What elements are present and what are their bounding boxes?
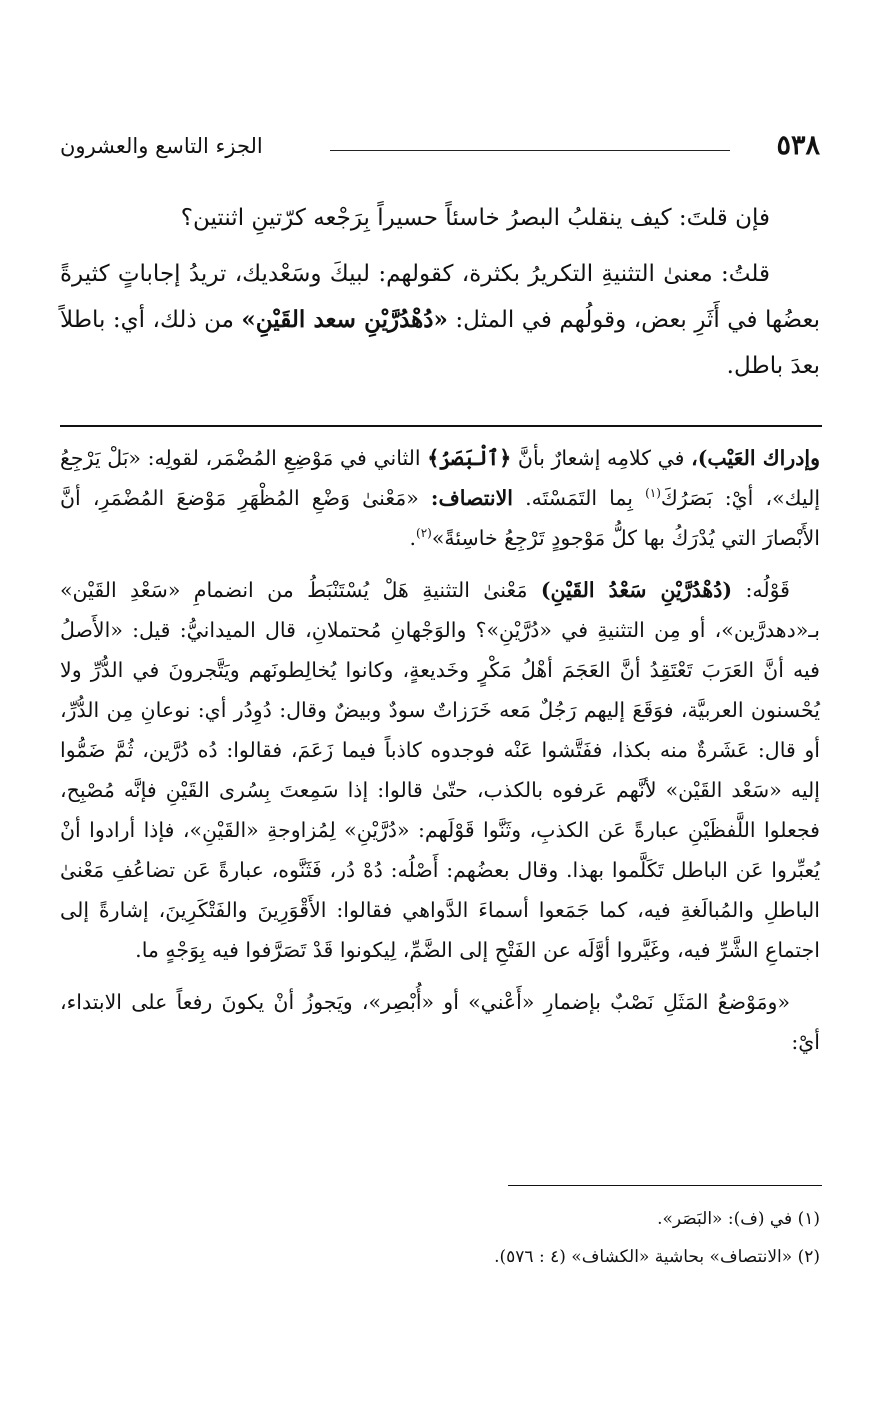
commentary-paragraph	[60, 438, 820, 558]
commentary	[60, 438, 820, 1074]
commentary-span: .	[409, 526, 416, 550]
commentary-span: مَعْنىٰ التثنيةِ هَلْ يُسْتَنْبَطُ من انضمامِ «سَعْدِ القَيْن» بـ«دهدرَّين»، أو مِن التثنيةِ في «دُرَّيْنِ»؟ والوَجْهانِ مُحتملانِ، قال الميدانيُّ: قيل: «الأَصلُ فيه أنَّ العَرَبَ تَعْتَقِدُ أنَّ العَجَمَ أهْلُ مَكْرٍ وخَديعةٍ، وكانوا يُخالِطونَهم ويَتَّجرونَ في الدُّرِّ ولا يُحْسنون العربيَّة، فوَقَعَ إليهم رَجُلٌ مَعه خَرَزاتٌ سودٌ وبيضٌ وقال: دُوِدُر أي: نوعانِ مِن الدُّرِّ، أو قال: عَشَرةٌ منه بكذا، ففَتَّشوا عَنْه فوجدوه كاذباً فيما زَعَمَ، فقالوا: دُه دُرَّين، ثُمَّ ضَمُّوا إليه «سَعْد القَيْن» لأنَّهم عَرفوه بالكذب، حتّىٰ قالوا: إذا سَمِعتَ بِسُرى القَيْنِ فإنَّه مُصْبِح، فجعلوا اللَّفظَيْنِ عبارةً عَن الكذبِ، وثَنَّوا قَوْلَهم: «دُرَّيْنِ» لِمُزاوجةِ «القَيْنِ»، فإذا أرادوا أنْ يُعبِّروا عَن الباطل تَكَلَّموا بهذا. وقال بعضُهم: أَصْلُه: دُهْ دُر، فَثَنَّوه، عبارةً عَن تضاعُفِ مَعْنىٰ الباطلِ والمُبالَغةِ فيه، كما جَمَعوا أسماءَ الدَّواهي فقالوا: الأَقْوَرِينَ والفَتْكَرِينَ، إشارةً إلى اجتماعِ الشَّرِّ فيه، وغَيَّروا أوَّلَه عن الفَتْحِ إلى الضَّمِّ، لِيكونوا قَدْ تَصَرَّفوا فيه بِوَجْهٍ ما.	[60, 578, 820, 962]
footnote-ref[interactable]: (١)	[645, 486, 661, 501]
footnotes	[60, 1200, 820, 1276]
main-text-span: قلتُ: معنىٰ التثنيةِ التكريرُ بكثرة، كقولهم: لبيكَ وسَعْديك، تريدُ إجاباتٍ كثيرةً بعضُها في أَثَرِ بعض، وقولُهم في المثل:	[60, 261, 820, 333]
source-label: الانتصاف:	[430, 486, 513, 510]
commentary-span: بِما التَمَسْتَه.	[513, 486, 646, 510]
commentary-paragraph	[60, 570, 820, 970]
commentary-lemma: (دُهْدُرَّيْنِ سَعْدُ القَيْنِ)	[540, 578, 733, 602]
commentary-span: «مَعْنىٰ وَضْعِ المُظْهَرِ مَوْضعَ المُضْمَرِ، أنَّ الأَبْصارَ التي يُدْرَكُ بها كلُّ مَوْجودٍ تَرْجِعُ خاسِئةً»	[60, 486, 820, 550]
footnote-1: (١) في (ف): «البَصَر».	[657, 1209, 820, 1229]
page-header	[60, 128, 820, 178]
footnote-ref[interactable]: (٢)	[416, 526, 432, 541]
page-number: ٥٣٨	[776, 130, 820, 161]
main-paragraph-question: فإن قلتَ: كيف ينقلبُ البصرُ خاسئاً حسيراً بِرَجْعه كرّتينِ اثنتين؟	[180, 205, 770, 231]
proverb-text: «دُهْدُرَّيْنِ سعد القَيْنِ»	[241, 306, 448, 333]
footnote-2: (٢) «الانتصاف» بحاشية «الكشاف» (٤ : ٥٧٦).	[494, 1247, 820, 1267]
commentary-span: قَوْلُه:	[732, 578, 790, 602]
text-separator	[60, 425, 822, 427]
running-title: الجزء التاسع والعشرون	[60, 134, 263, 158]
commentary-paragraph: «ومَوْضعُ المَثَلِ نَصْبٌ بإضمارِ «أَعْني» أو «أُبْصِر»، ويَجوزُ أنْ يكونَ رفعاً على الابتداء، أيْ:	[60, 990, 820, 1054]
commentary-span: في كلامِه إشعارٌ بأنَّ	[511, 446, 692, 470]
quran-word: ﴿ٱلْبَصَرُ﴾	[427, 446, 512, 470]
header-rule	[330, 150, 730, 151]
footnote-separator	[508, 1185, 822, 1186]
main-text-span: من ذلك، أي: باطلاً بعدَ باطل.	[60, 307, 820, 379]
commentary-lemma: وإدراك العَيْب)،	[691, 446, 820, 470]
main-text	[60, 195, 820, 399]
commentary-span: الثاني في مَوْضِعِ المُضْمَر، لقولِه: «بَلْ يَرْجِعُ إليك»، أيْ: بَصَرُكَ	[60, 446, 821, 510]
main-paragraph-answer	[60, 251, 820, 389]
